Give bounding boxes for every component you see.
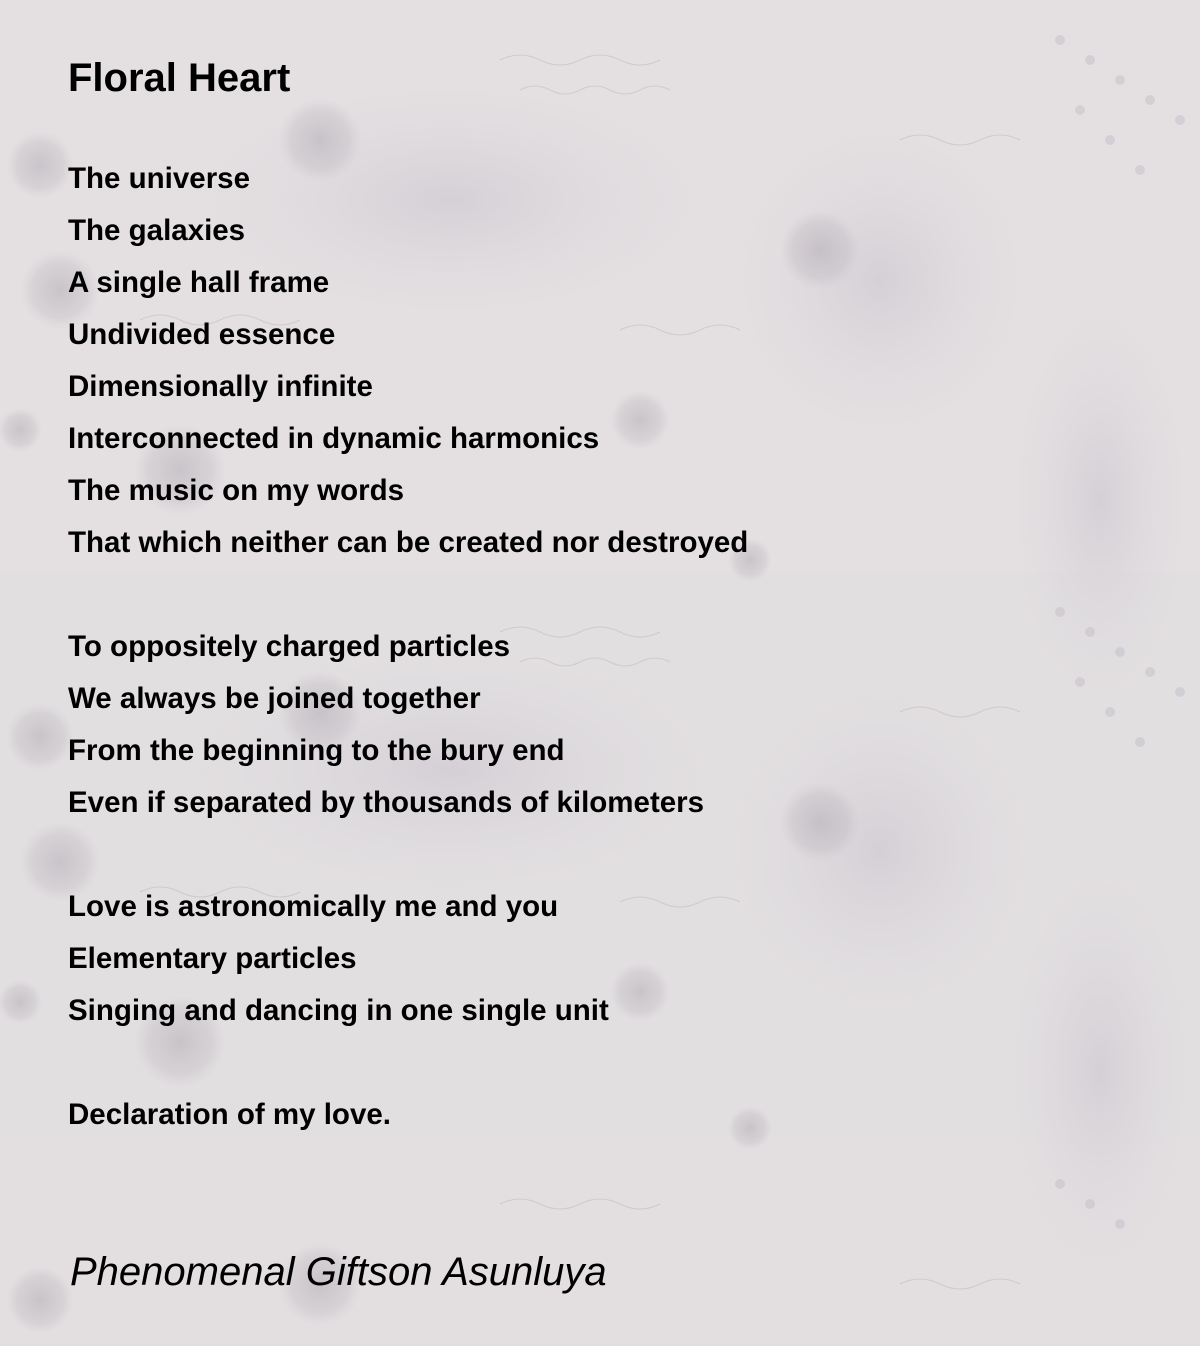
poem-line: Love is astronomically me and you: [68, 890, 559, 923]
poem-line: Singing and dancing in one single unit: [68, 994, 609, 1027]
poem-line: The galaxies: [68, 214, 246, 247]
poem-line: From the beginning to the bury end: [68, 734, 565, 767]
poem-author: Phenomenal Giftson Asunluya: [70, 1250, 607, 1294]
poem-line: To oppositely charged particles: [68, 630, 511, 663]
poem-body: [68, 153, 1148, 1193]
stanza: [68, 1089, 1148, 1141]
poem-line: Declaration of my love.: [68, 1098, 391, 1131]
poem-line: That which neither can be created nor destroyed: [68, 526, 749, 559]
stanza: [68, 153, 1148, 569]
poem-line: Even if separated by thousands of kilometers: [68, 786, 705, 819]
poem-line: The universe: [68, 162, 250, 195]
poem-line: The music on my words: [68, 474, 405, 507]
poem-title: Floral Heart: [68, 56, 291, 100]
poem-line: Dimensionally infinite: [68, 370, 373, 403]
poem-line: We always be joined together: [68, 682, 481, 715]
poem-line: Elementary particles: [68, 942, 357, 975]
stanza: [68, 881, 1148, 1037]
poem-line: Undivided essence: [68, 318, 336, 351]
stanza: [68, 621, 1148, 829]
poem-line: Interconnected in dynamic harmonics: [68, 422, 600, 455]
poem-line: A single hall frame: [68, 266, 330, 299]
